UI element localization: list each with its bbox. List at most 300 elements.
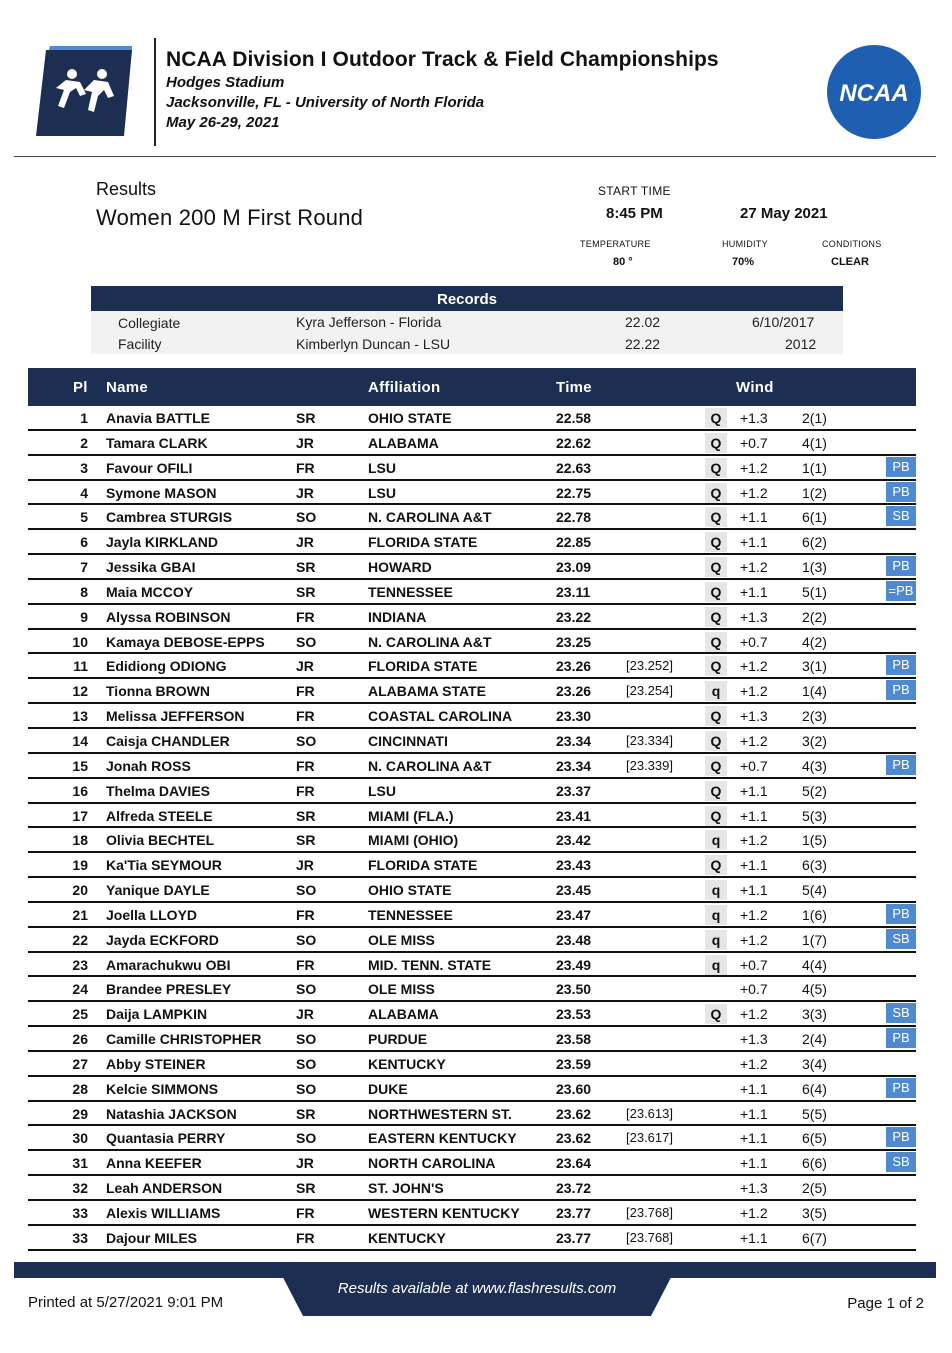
note-badge: PB bbox=[886, 1127, 916, 1147]
qualifier-badge: Q bbox=[705, 756, 727, 776]
class-year: SR bbox=[296, 807, 316, 824]
note-badge: SB bbox=[886, 929, 916, 949]
time: 23.62 bbox=[556, 1105, 592, 1122]
place: 16 bbox=[72, 782, 88, 799]
table-row bbox=[28, 878, 916, 903]
heat-position: 6(3) bbox=[802, 857, 827, 874]
table-row bbox=[28, 505, 916, 530]
table-row bbox=[28, 530, 916, 555]
heat-position: 6(1) bbox=[802, 509, 827, 526]
page-number: Page 1 of 2 bbox=[847, 1295, 924, 1312]
place: 22 bbox=[72, 931, 88, 948]
affiliation: OHIO STATE bbox=[368, 410, 452, 426]
heat-position: 3(3) bbox=[802, 1006, 827, 1023]
table-row bbox=[28, 456, 916, 481]
race-title: Women 200 M First Round bbox=[96, 205, 364, 230]
qualifier-badge: Q bbox=[705, 582, 727, 602]
records-header: Records bbox=[91, 286, 843, 311]
place: 4 bbox=[80, 484, 88, 501]
wind: +1.2 bbox=[740, 484, 768, 501]
place: 14 bbox=[72, 732, 88, 749]
qualifier-badge: Q bbox=[705, 1004, 727, 1024]
table-row bbox=[28, 1201, 916, 1226]
results-label: Results bbox=[96, 179, 157, 199]
time: 23.26 bbox=[556, 658, 592, 675]
wind: +1.1 bbox=[740, 1155, 768, 1172]
place: 6 bbox=[80, 534, 88, 551]
class-year: SO bbox=[296, 1130, 317, 1147]
qualifier-badge: q bbox=[705, 681, 727, 701]
printed-timestamp: Printed at 5/27/2021 9:01 PM bbox=[28, 1294, 224, 1311]
affiliation: WESTERN KENTUCKY bbox=[368, 1205, 520, 1221]
heat-position: 2(3) bbox=[802, 708, 827, 725]
wind: +1.2 bbox=[740, 1205, 768, 1221]
place: 12 bbox=[72, 683, 88, 700]
heat-position: 4(4) bbox=[802, 956, 827, 973]
col-name: Name bbox=[106, 379, 149, 396]
ncaa-logo-text: NCAA bbox=[839, 80, 909, 107]
wind: +1.1 bbox=[740, 583, 768, 600]
wind: +1.2 bbox=[740, 1006, 768, 1023]
heat-position: 6(4) bbox=[802, 1080, 827, 1097]
qualifier-badge: Q bbox=[705, 607, 727, 627]
place: 1 bbox=[80, 410, 88, 426]
athlete-name: Symone MASON bbox=[106, 484, 217, 501]
table-row bbox=[28, 1027, 916, 1052]
class-year: SR bbox=[296, 1180, 316, 1197]
affiliation: N. CAROLINA A&T bbox=[368, 633, 492, 650]
table-row bbox=[28, 704, 916, 729]
athlete-name: Amarachukwu OBI bbox=[106, 956, 231, 973]
heat-position: 4(1) bbox=[802, 434, 827, 451]
table-row bbox=[28, 1151, 916, 1176]
time: 22.63 bbox=[556, 459, 592, 476]
athlete-name: Anna KEEFER bbox=[106, 1155, 202, 1172]
wind: +1.2 bbox=[740, 906, 768, 923]
affiliation: ALABAMA STATE bbox=[368, 683, 486, 700]
time: 23.48 bbox=[556, 931, 592, 948]
athlete-name: Jayda ECKFORD bbox=[106, 931, 219, 948]
time-detail: [23.617] bbox=[626, 1130, 673, 1146]
wind: +1.1 bbox=[740, 857, 768, 874]
qualifier-badge: Q bbox=[705, 781, 727, 801]
table-row bbox=[28, 1002, 916, 1027]
affiliation: NORTH CAROLINA bbox=[368, 1155, 496, 1172]
heat-position: 1(6) bbox=[802, 906, 827, 923]
class-year: FR bbox=[296, 1229, 315, 1246]
heat-position: 1(7) bbox=[802, 931, 827, 948]
table-row bbox=[28, 431, 916, 456]
table-row bbox=[28, 754, 916, 779]
class-year: JR bbox=[296, 434, 314, 451]
time: 22.75 bbox=[556, 484, 592, 501]
class-year: JR bbox=[296, 1006, 314, 1023]
class-year: SR bbox=[296, 1105, 316, 1122]
class-year: SO bbox=[296, 981, 317, 998]
time: 23.53 bbox=[556, 1006, 592, 1023]
heat-position: 4(2) bbox=[802, 633, 827, 650]
affiliation: LSU bbox=[368, 459, 396, 476]
place: 23 bbox=[72, 956, 88, 973]
affiliation: DUKE bbox=[368, 1080, 408, 1097]
note-badge: PB bbox=[886, 755, 916, 775]
table-row bbox=[28, 630, 916, 655]
athlete-name: Camille CHRISTOPHER bbox=[106, 1031, 262, 1048]
note-badge: PB bbox=[886, 556, 916, 576]
affiliation: FLORIDA STATE bbox=[368, 658, 478, 675]
event-title: NCAA Division I Outdoor Track & Field Championships bbox=[166, 48, 719, 71]
time: 23.11 bbox=[556, 583, 591, 600]
class-year: SR bbox=[296, 583, 316, 600]
qualifier-badge: Q bbox=[705, 532, 727, 552]
affiliation: ST. JOHN'S bbox=[368, 1180, 444, 1197]
header-rule bbox=[14, 156, 936, 157]
table-row bbox=[28, 580, 916, 605]
time: 23.34 bbox=[556, 757, 592, 774]
heat-position: 4(5) bbox=[802, 981, 827, 998]
athlete-name: Maia MCCOY bbox=[106, 583, 194, 600]
athlete-name: Kamaya DEBOSE-EPPS bbox=[106, 633, 265, 650]
table-row bbox=[28, 903, 916, 928]
class-year: JR bbox=[296, 1155, 314, 1172]
place: 15 bbox=[72, 757, 88, 774]
wind: +1.1 bbox=[740, 509, 768, 526]
class-year: FR bbox=[296, 608, 315, 625]
table-row bbox=[28, 779, 916, 804]
table-row bbox=[28, 679, 916, 704]
affiliation: CINCINNATI bbox=[368, 732, 448, 749]
wind: +1.2 bbox=[740, 931, 768, 948]
athlete-name: Thelma DAVIES bbox=[106, 782, 210, 799]
time-detail: [23.334] bbox=[626, 732, 673, 748]
wind: +1.1 bbox=[740, 1080, 768, 1097]
heat-position: 1(2) bbox=[802, 484, 827, 501]
class-year: SR bbox=[296, 559, 316, 576]
record-type: Facility bbox=[118, 336, 162, 352]
event-dates: May 26-29, 2021 bbox=[166, 114, 280, 131]
affiliation: NORTHWESTERN ST. bbox=[368, 1105, 512, 1122]
heat-position: 5(4) bbox=[802, 882, 827, 899]
class-year: SO bbox=[296, 1080, 317, 1097]
temperature-label: TEMPERATURE bbox=[580, 239, 651, 249]
note-badge: PB bbox=[886, 1028, 916, 1048]
affiliation: OHIO STATE bbox=[368, 882, 452, 899]
temperature: 80 ° bbox=[613, 256, 633, 268]
table-row bbox=[28, 977, 916, 1002]
affiliation: TENNESSEE bbox=[368, 583, 453, 600]
note-badge: PB bbox=[886, 904, 916, 924]
athlete-name: Melissa JEFFERSON bbox=[106, 708, 245, 725]
place: 30 bbox=[72, 1130, 88, 1147]
wind: +0.7 bbox=[740, 981, 768, 998]
qualifier-badge: Q bbox=[705, 483, 727, 503]
qualifier-badge: Q bbox=[705, 458, 727, 478]
time: 23.58 bbox=[556, 1031, 592, 1048]
athlete-name: Caisja CHANDLER bbox=[106, 732, 230, 749]
affiliation: HOWARD bbox=[368, 559, 432, 576]
affiliation: KENTUCKY bbox=[368, 1055, 446, 1072]
athlete-name: Cambrea STURGIS bbox=[106, 509, 233, 526]
time: 23.22 bbox=[556, 608, 592, 625]
athlete-name: Favour OFILI bbox=[106, 459, 193, 476]
qualifier-badge: q bbox=[705, 905, 727, 925]
col-wind: Wind bbox=[736, 379, 774, 396]
affiliation: MIAMI (OHIO) bbox=[368, 832, 459, 849]
race-date: 27 May 2021 bbox=[740, 205, 828, 222]
qualifier-badge: Q bbox=[705, 433, 727, 453]
class-year: SO bbox=[296, 1055, 317, 1072]
table-row bbox=[28, 605, 916, 630]
note-badge: =PB bbox=[886, 581, 916, 601]
class-year: FR bbox=[296, 708, 315, 725]
qualifier-badge: q bbox=[705, 830, 727, 850]
time: 22.58 bbox=[556, 410, 592, 426]
athlete-name: Kelcie SIMMONS bbox=[106, 1080, 219, 1097]
class-year: FR bbox=[296, 782, 315, 799]
class-year: FR bbox=[296, 683, 315, 700]
note-badge: PB bbox=[886, 680, 916, 700]
athlete-name: Yanique DAYLE bbox=[106, 882, 210, 899]
wind: +1.1 bbox=[740, 1105, 768, 1122]
championship-logo bbox=[36, 44, 132, 136]
wind: +1.3 bbox=[740, 1180, 768, 1197]
affiliation: LSU bbox=[368, 484, 396, 501]
class-year: SO bbox=[296, 1031, 317, 1048]
place: 29 bbox=[72, 1105, 88, 1122]
time: 23.72 bbox=[556, 1180, 592, 1197]
time: 23.60 bbox=[556, 1080, 592, 1097]
affiliation: N. CAROLINA A&T bbox=[368, 757, 492, 774]
athlete-name: Edidiong ODIONG bbox=[106, 658, 227, 675]
time: 23.77 bbox=[556, 1205, 592, 1221]
place: 26 bbox=[72, 1031, 88, 1048]
class-year: SO bbox=[296, 882, 317, 899]
affiliation: PURDUE bbox=[368, 1031, 428, 1048]
record-mark: 22.02 bbox=[625, 314, 661, 330]
affiliation: N. CAROLINA A&T bbox=[368, 509, 492, 526]
wind: +1.1 bbox=[740, 534, 768, 551]
qualifier-badge: Q bbox=[705, 855, 727, 875]
record-holder: Kimberlyn Duncan - LSU bbox=[296, 336, 451, 352]
time-detail: [23.768] bbox=[626, 1205, 673, 1220]
heat-position: 2(2) bbox=[802, 608, 827, 625]
heat-position: 6(6) bbox=[802, 1155, 827, 1172]
heat-position: 6(5) bbox=[802, 1130, 827, 1147]
athlete-name: Anavia BATTLE bbox=[106, 410, 210, 426]
venue: Hodges Stadium bbox=[166, 74, 285, 91]
qualifier-badge: Q bbox=[705, 557, 727, 577]
heat-position: 3(2) bbox=[802, 732, 827, 749]
results-table-header bbox=[28, 368, 916, 406]
qualifier-badge: Q bbox=[705, 507, 727, 527]
place: 32 bbox=[72, 1180, 88, 1197]
note-badge: SB bbox=[886, 1152, 916, 1172]
time: 22.62 bbox=[556, 434, 592, 451]
col-time: Time bbox=[556, 379, 592, 396]
affiliation: ALABAMA bbox=[368, 1006, 439, 1023]
time: 23.41 bbox=[556, 807, 592, 824]
record-type: Collegiate bbox=[118, 315, 181, 331]
table-row bbox=[28, 1077, 916, 1102]
humidity-label: HUMIDITY bbox=[722, 239, 768, 249]
ncaa-logo bbox=[826, 44, 922, 140]
affiliation: LSU bbox=[368, 782, 396, 799]
athlete-name: Joella LLOYD bbox=[106, 906, 198, 923]
note-badge: PB bbox=[886, 655, 916, 675]
table-row bbox=[28, 804, 916, 829]
heat-position: 6(2) bbox=[802, 534, 827, 551]
athlete-name: Jayla KIRKLAND bbox=[106, 534, 219, 551]
athlete-name: Brandee PRESLEY bbox=[106, 981, 232, 998]
wind: +1.2 bbox=[740, 459, 768, 476]
record-date: 6/10/2017 bbox=[752, 314, 815, 330]
wind: +0.7 bbox=[740, 956, 768, 973]
wind: +1.1 bbox=[740, 1130, 768, 1147]
conditions-label: CONDITIONS bbox=[822, 239, 882, 249]
affiliation: COASTAL CAROLINA bbox=[368, 708, 513, 725]
col-affiliation: Affiliation bbox=[368, 379, 441, 396]
heat-position: 6(7) bbox=[802, 1229, 827, 1246]
athlete-name: Natashia JACKSON bbox=[106, 1105, 237, 1122]
athlete-name: Dajour MILES bbox=[106, 1229, 198, 1246]
time: 23.59 bbox=[556, 1055, 592, 1072]
class-year: SO bbox=[296, 633, 317, 650]
class-year: JR bbox=[296, 534, 314, 551]
time: 23.09 bbox=[556, 559, 592, 576]
time: 22.78 bbox=[556, 509, 592, 526]
humidity: 70% bbox=[732, 256, 755, 268]
class-year: FR bbox=[296, 906, 315, 923]
place: 31 bbox=[72, 1155, 88, 1172]
heat-position: 2(5) bbox=[802, 1180, 827, 1197]
place: 7 bbox=[80, 559, 88, 576]
wind: +1.2 bbox=[740, 1055, 768, 1072]
table-row bbox=[28, 1176, 916, 1201]
table-row bbox=[28, 953, 916, 978]
heat-position: 1(1) bbox=[802, 459, 827, 476]
wind: +1.1 bbox=[740, 782, 768, 799]
athlete-name: Olivia BECHTEL bbox=[106, 832, 215, 849]
heat-position: 1(3) bbox=[802, 559, 827, 576]
table-row bbox=[28, 481, 916, 506]
time: 23.62 bbox=[556, 1130, 592, 1147]
class-year: SO bbox=[296, 509, 317, 526]
wind: +1.2 bbox=[740, 658, 768, 675]
time: 23.43 bbox=[556, 857, 592, 874]
place: 33 bbox=[72, 1229, 88, 1246]
class-year: FR bbox=[296, 757, 315, 774]
heat-position: 5(3) bbox=[802, 807, 827, 824]
record-holder: Kyra Jefferson - Florida bbox=[296, 314, 442, 330]
wind: +1.3 bbox=[740, 708, 768, 725]
heat-position: 4(3) bbox=[802, 757, 827, 774]
table-row bbox=[28, 828, 916, 853]
time: 22.85 bbox=[556, 534, 592, 551]
location: Jacksonville, FL - University of North Florida bbox=[166, 94, 485, 111]
place: 5 bbox=[80, 509, 88, 526]
wind: +1.1 bbox=[740, 1229, 768, 1246]
heat-position: 1(4) bbox=[802, 683, 827, 700]
class-year: JR bbox=[296, 857, 314, 874]
heat-position: 5(1) bbox=[802, 583, 827, 600]
qualifier-badge: Q bbox=[705, 806, 727, 826]
note-badge: SB bbox=[886, 1003, 916, 1023]
class-year: JR bbox=[296, 484, 314, 501]
heat-position: 5(2) bbox=[802, 782, 827, 799]
place: 25 bbox=[72, 1006, 88, 1023]
place: 11 bbox=[73, 658, 88, 675]
time-detail: [23.254] bbox=[626, 683, 673, 699]
athlete-name: Quantasia PERRY bbox=[106, 1130, 226, 1147]
place: 13 bbox=[72, 708, 88, 725]
athlete-name: Leah ANDERSON bbox=[106, 1180, 223, 1197]
time: 23.50 bbox=[556, 981, 592, 998]
results-link-banner: Results available at www.flashresults.com bbox=[337, 1280, 617, 1297]
table-row bbox=[28, 729, 916, 754]
qualifier-badge: Q bbox=[705, 706, 727, 726]
record-date: 2012 bbox=[785, 336, 817, 352]
affiliation: MID. TENN. STATE bbox=[368, 956, 492, 973]
place: 2 bbox=[80, 434, 88, 451]
time-detail: [23.339] bbox=[626, 757, 673, 773]
athlete-name: Daija LAMPKIN bbox=[106, 1006, 208, 1023]
qualifier-badge: Q bbox=[705, 408, 727, 428]
col-pl: Pl bbox=[73, 379, 88, 396]
table-row bbox=[28, 1102, 916, 1127]
place: 8 bbox=[80, 583, 88, 600]
table-row bbox=[28, 555, 916, 580]
class-year: FR bbox=[296, 459, 315, 476]
time: 23.25 bbox=[556, 633, 592, 650]
start-time: 8:45 PM bbox=[606, 205, 663, 222]
class-year: JR bbox=[296, 658, 314, 675]
affiliation: EASTERN KENTUCKY bbox=[368, 1130, 517, 1147]
athlete-name: Alexis WILLIAMS bbox=[106, 1205, 221, 1221]
time: 23.77 bbox=[556, 1229, 592, 1246]
start-time-label: START TIME bbox=[598, 184, 671, 198]
table-row bbox=[28, 928, 916, 953]
wind: +0.7 bbox=[740, 633, 768, 650]
class-year: FR bbox=[296, 1205, 315, 1221]
qualifier-badge: Q bbox=[705, 632, 727, 652]
place: 3 bbox=[80, 459, 88, 476]
qualifier-badge: Q bbox=[705, 731, 727, 751]
time: 23.45 bbox=[556, 882, 592, 899]
time-detail: [23.252] bbox=[626, 658, 673, 674]
place: 20 bbox=[72, 882, 88, 899]
place: 19 bbox=[72, 857, 88, 874]
affiliation: MIAMI (FLA.) bbox=[368, 807, 454, 824]
affiliation: FLORIDA STATE bbox=[368, 857, 478, 874]
time: 23.30 bbox=[556, 708, 592, 725]
class-year: SR bbox=[296, 832, 316, 849]
note-badge: PB bbox=[886, 1078, 916, 1098]
qualifier-badge: q bbox=[705, 955, 727, 975]
place: 9 bbox=[80, 608, 88, 625]
class-year: SR bbox=[296, 410, 316, 426]
wind: +1.1 bbox=[740, 807, 768, 824]
time-detail: [23.613] bbox=[626, 1105, 673, 1121]
note-badge: SB bbox=[886, 506, 916, 526]
place: 27 bbox=[72, 1055, 88, 1072]
affiliation: ALABAMA bbox=[368, 434, 439, 451]
place: 17 bbox=[72, 807, 88, 824]
wind: +1.2 bbox=[740, 732, 768, 749]
heat-position: 2(1) bbox=[802, 410, 827, 426]
class-year: SO bbox=[296, 931, 317, 948]
time: 23.42 bbox=[556, 832, 592, 849]
time: 23.37 bbox=[556, 782, 592, 799]
